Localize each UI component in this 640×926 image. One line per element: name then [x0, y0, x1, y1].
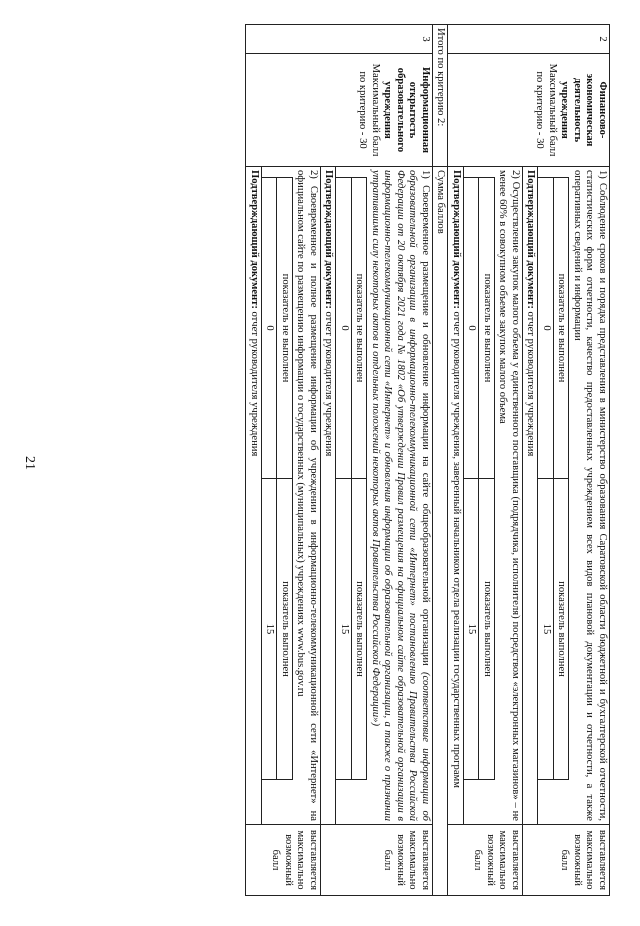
indicator-cell [448, 167, 523, 825]
criterion-max: Максимальный балл по критерию - 30 [534, 63, 558, 157]
val-done: 15 [464, 479, 479, 780]
tail-note: выставляется максимально возможный балл [246, 825, 321, 896]
table-row [321, 25, 433, 896]
table-row [523, 25, 610, 896]
col-done: показатель выполнен [479, 479, 495, 780]
indicator-cell [246, 167, 321, 825]
score-table [337, 177, 368, 780]
indicator-text [368, 167, 433, 824]
indicator-cell [523, 167, 610, 825]
indicator-text: 2) Своевременное и полное размещение информации об учреждении в информационно-телекоммуникационной сети «Интернет» на официальном сайте по размещению информации о государственных (муниципальных) учреждениях www.bus.gov.ru [295, 170, 319, 821]
subtotal-label: Итого по критерию 2: [433, 25, 449, 167]
criterion-title: Информационная открытость образовательного учреждения [382, 67, 431, 153]
score-table [464, 177, 495, 780]
rotated-table-container [43, 24, 610, 896]
doc-text: отчет руководителя учреждения, заверенный начальником отдела реализации государственных программ [451, 308, 462, 788]
criterion-title: Финансово-экономическая деятельность учреждения [559, 73, 608, 147]
val-not-done: 0 [539, 178, 554, 479]
score-table [539, 177, 570, 780]
col-not-done: показатель не выполнен [479, 178, 495, 479]
col-not-done: показатель не выполнен [352, 178, 368, 479]
val-done: 15 [337, 479, 352, 780]
val-done: 15 [262, 479, 277, 780]
val-not-done: 0 [337, 178, 352, 479]
indicator-text: 1) Соблюдение сроков и порядка представления в министерство образования Саратовской области бюджетной и бухгалтерской отчетности, статистических форм отчетности, качество предоставленных учреждением всех видов плановой документации и отчетности, а также оперативных сведений и информации [572, 170, 608, 821]
subtotal-value: Сумма баллов [433, 167, 449, 896]
doc-text: отчет руководителя учреждения [249, 308, 260, 457]
confirming-document [321, 167, 337, 824]
doc-label: Подтверждающий документ: [249, 170, 260, 309]
indicator-cell [321, 167, 433, 825]
doc-label: Подтверждающий документ: [451, 170, 462, 309]
criteria-table [246, 24, 611, 896]
col-done: показатель выполнен [554, 479, 570, 780]
criterion-cell [246, 54, 433, 167]
val-not-done: 0 [262, 178, 277, 479]
tail-note: выставляется максимально возможный балл [321, 825, 433, 896]
confirming-document [247, 167, 263, 824]
indicator-text: 2) Осуществление закупок малого объема у единственного поставщика (подрядчика, исполнителя) посредством «электронных магазинов» – не менее 60% в совокупном объеме закупок малого объема [497, 170, 521, 821]
col-done: показатель выполнен [352, 479, 368, 780]
subtotal-row [433, 25, 449, 896]
doc-label: Подтверждающий документ: [525, 170, 537, 309]
confirming-document [523, 167, 539, 824]
col-not-done: показатель не выполнен [554, 178, 570, 479]
indicator-text-italic: (соответствие информации об образовательной организации в информационно-телекоммуникационной сети «Интернет» постановлению Правительства Российской Федерации от 20 октября 2021 года № 1802 «Об утверждении Правил размещения на официальном сайте образовательной организации в информационно-телекоммуникационной сети «Интернет» и обновления информации об образовательной организации, а также о признании утратившими силу некоторых актов и отдельных положений некоторых актов Правительства Российской Федерации») [370, 170, 431, 821]
criterion-max: Максимальный балл по критерию - 30 [357, 63, 381, 157]
val-done: 15 [539, 479, 554, 780]
page-number: 21 [22, 456, 37, 470]
row-number: 3 [246, 25, 433, 54]
col-not-done: показатель не выполнен [277, 178, 293, 479]
doc-text: отчет руководителя учреждения [323, 308, 335, 457]
val-not-done: 0 [464, 178, 479, 479]
confirming-document [449, 167, 465, 824]
score-table [262, 177, 293, 780]
doc-text: отчет руководителя учреждения [525, 308, 537, 457]
indicator-text-main: 1) Своевременное размещение и обновление информации на сайте общеобразовательной организации [420, 170, 431, 666]
doc-label: Подтверждающий документ: [323, 170, 335, 309]
criterion-cell [448, 54, 610, 167]
tail-note: выставляется максимально возможный балл [523, 825, 610, 896]
tail-note: выставляется максимально возможный балл [448, 825, 523, 896]
row-number: 2 [448, 25, 610, 54]
col-done: показатель выполнен [277, 479, 293, 780]
